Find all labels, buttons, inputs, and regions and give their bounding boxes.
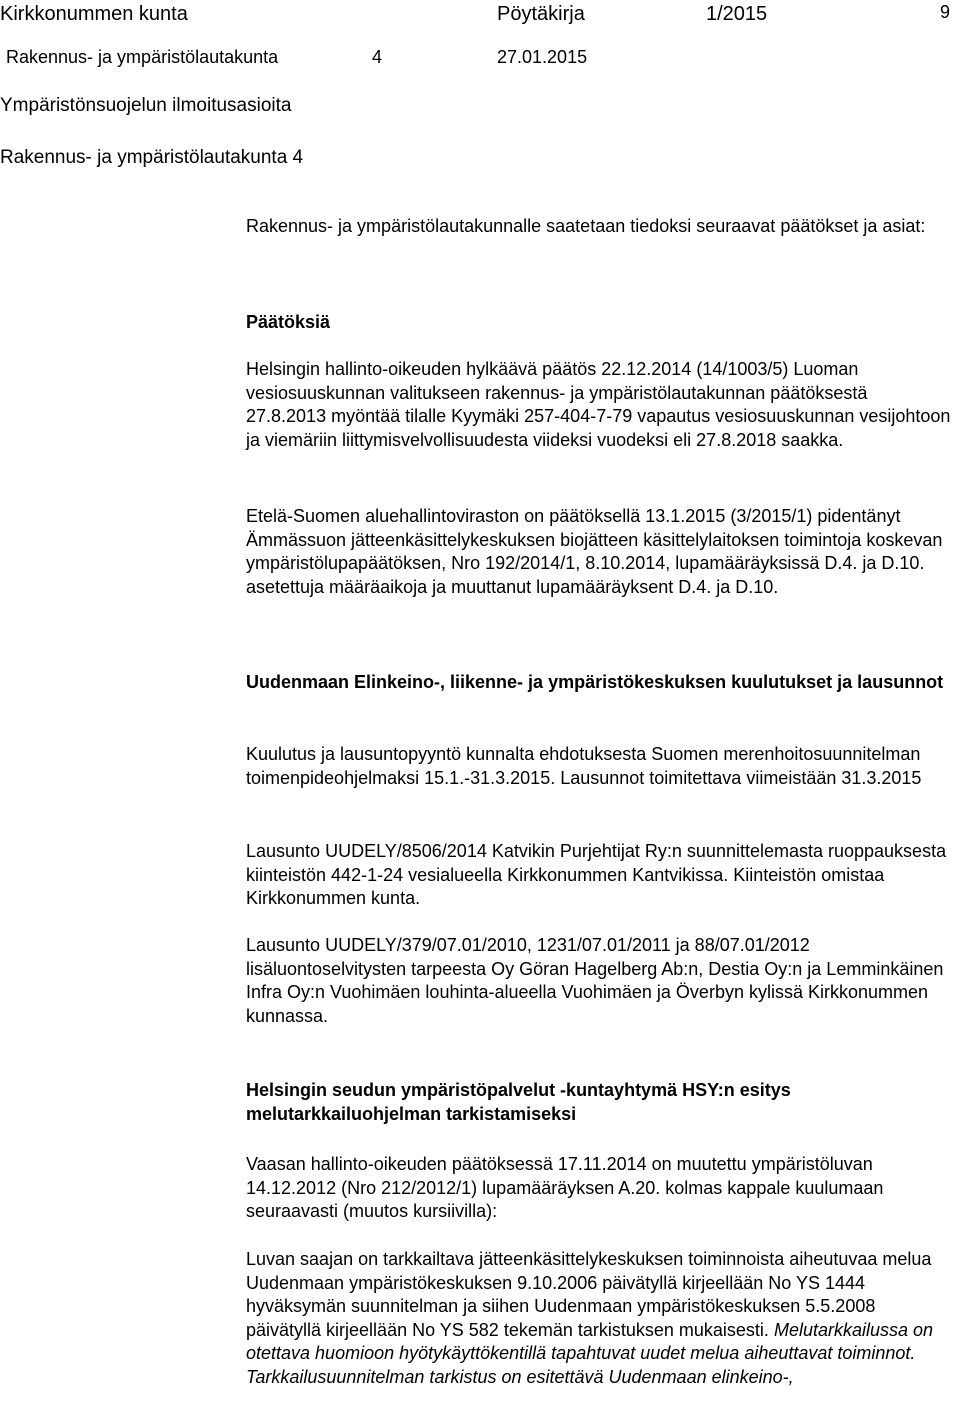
decision-paragraph-1 xyxy=(246,358,952,452)
document-type: Pöytäkirja xyxy=(497,3,585,25)
hsy-paragraph-1 xyxy=(246,1153,952,1224)
hsy-paragraph-2 xyxy=(246,1248,952,1389)
ely-text-2: Lausunto UUDELY/8506/2014 Katvikin Purjehtijat Ry:n suunnittelemasta ruoppauksesta kiinteistön 442-1-24 vesialueella Kirkkonummen Kantvikissa. Kiinteistön omistaa Kirkkonummen kunta. xyxy=(246,841,947,908)
hsy-text-2-italic: Melutarkkailussa on otettava huomioon hyötykäyttökentillä tapahtuvat uudet melua aiheuttavat toiminnot. Tarkkailusuunnitelman tarkistus on esitettävä Uudenmaan elinkeino-, xyxy=(246,1319,934,1387)
hsy-text-2-normal: Luvan saajan on tarkkailtava jätteenkäsittelykeskuksen toiminnoista aiheutuvaa melua Uudenmaan ympäristökeskuksen 9.10.2006 päivätyllä kirjeellään No YS 1444 hyväksymän suunnitelman ja siihen Uudenmaan ympäristökeskuksen 5.5.2008 päivätyllä kirjeellään No YS 582 tekemän tarkistuksen mukaisesti. xyxy=(246,1249,932,1340)
section-number: 4 xyxy=(372,47,383,67)
page-subtitle: Rakennus- ja ympäristölautakunta 4 xyxy=(0,147,304,168)
ely-paragraph-3 xyxy=(246,934,952,1028)
ely-paragraph-1 xyxy=(246,743,952,790)
meeting-date: 27.01.2015 xyxy=(497,47,588,67)
hsy-text-2 xyxy=(246,1248,952,1389)
page-number: 9 xyxy=(940,2,951,22)
decision-paragraph-2 xyxy=(246,505,952,599)
hsy-heading: Helsingin seudun ympäristöpalvelut -kuntayhtymä HSY:n esitys melutarkkailuohjelman tarkistamiseksi xyxy=(246,1080,791,1124)
hsy-text-1: Vaasan hallinto-oikeuden päätöksessä 17.11.2014 on muutettu ympäristöluvan 14.12.2012 (Nro 212/2012/1) lupamääräyksen A.20. kolmas kappale kuulumaan seuraavasti (muutos kursiivilla): xyxy=(246,1154,884,1221)
ely-text-3: Lausunto UUDELY/379/07.01/2010, 1231/07.01/2011 ja 88/07.01/2012 lisäluontoselvitysten tarpeesta Oy Göran Hagelberg Ab:n, Destia Oy:n ja Lemminkäinen Infra Oy:n Vuohimäen louhinta-alueella Vuohimäen ja Överbyn kylissä Kirkkonummen kunnassa. xyxy=(246,935,944,1026)
board-name: Rakennus- ja ympäristölautakunta xyxy=(6,47,279,67)
municipality-name: Kirkkonummen kunta xyxy=(0,3,188,25)
ely-text-1: Kuulutus ja lausuntopyyntö kunnalta ehdotuksesta Suomen merenhoitosuunnitelman toimenpideohjelmaksi 15.1.-31.3.2015. Lausunnot toimitettava viimeistään 31.3.2015 xyxy=(246,744,922,788)
decision-text-2: Etelä-Suomen aluehallintoviraston on päätöksellä 13.1.2015 (3/2015/1) pidentänyt Ämmässuon jätteenkäsittelykeskuksen biojätteen käsittelylaitoksen toimintoja koskevan ympäristölupapäätöksen, Nro 192/2014/1, 8.10.2014, lupamääräyksissä D.4. ja D.10. asetettuja määräaikoja ja muuttanut lupamääräyksent D.4. ja D.10. xyxy=(246,506,943,597)
decision-text-1: Helsingin hallinto-oikeuden hylkäävä päätös 22.12.2014 (14/1003/5) Luoman vesiosuuskunnan valitukseen rakennus- ja ympäristölautakunnan päätöksestä 27.8.2013 myöntää tilalle Kyymäki 257-404-7-79 vapautus vesiosuuskunnan vesijohtoon ja viemäriin liittymisvelvollisuudesta viideksi vuodeksi eli 27.8.2018 saakka. xyxy=(246,359,951,450)
intro-paragraph xyxy=(246,215,952,239)
document-number: 1/2015 xyxy=(706,3,768,25)
ely-paragraph-2 xyxy=(246,840,952,911)
page-title: Ympäristönsuojelun ilmoitusasioita xyxy=(0,95,292,116)
decisions-heading: Päätöksiä xyxy=(246,312,331,332)
ely-heading: Uudenmaan Elinkeino-, liikenne- ja ympäristökeskuksen kuulutukset ja lausunnot xyxy=(246,672,944,692)
intro-text: Rakennus- ja ympäristölautakunnalle saatetaan tiedoksi seuraavat päätökset ja asiat: xyxy=(246,216,926,236)
